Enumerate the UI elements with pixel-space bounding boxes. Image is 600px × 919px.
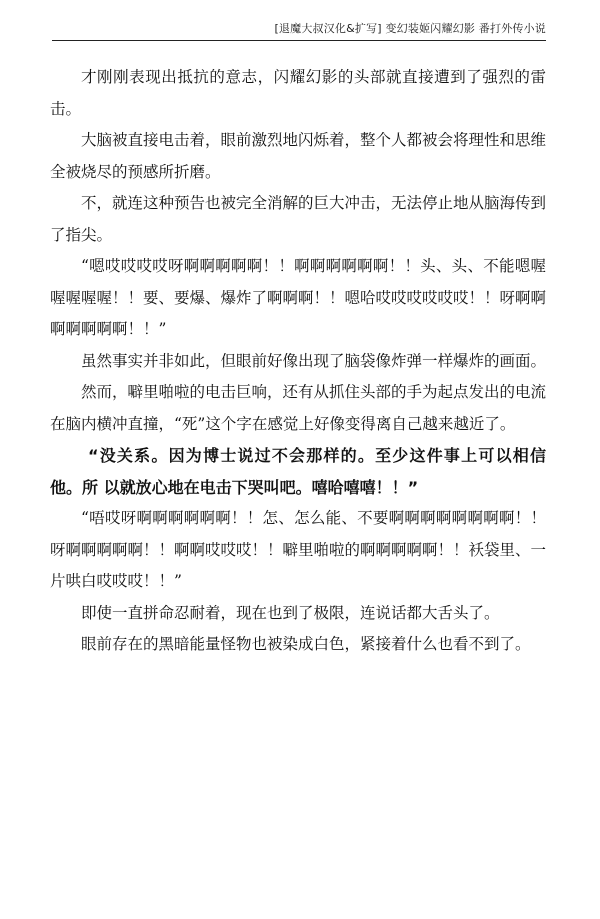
page-header: [退魔大叔汉化&扩写] 变幻装姬闪耀幻影 番打外传小说 <box>274 22 546 35</box>
document-body <box>50 62 546 661</box>
paragraph-8: “唔哎呀啊啊啊啊啊啊！！怎、怎么能、不要啊啊啊啊啊啊啊啊！！呀啊啊啊啊啊！！啊啊哎哎哎！！噼里啪啦的啊啊啊啊啊！！袄袋里、一片哄白哎哎哎！！” <box>50 509 547 590</box>
paragraph-5: 虽然事实并非如此，但眼前好像出现了脑袋像炸弹一样爆炸的画面。 <box>81 351 547 370</box>
paragraph-10: 眼前存在的黑暗能量怪物也被染成白色，紧接着什么也看不到了。 <box>81 635 531 653</box>
paragraph-9: 即使一直拼命忍耐着，现在也到了极限，连说话都大舌头了。 <box>81 603 500 622</box>
paragraph-3: 不，就连这种预告也被完全消解的巨大冲击，无法停止地从脑海传到了指尖。 <box>50 194 547 244</box>
paragraph-7: “没关系。因为博士说过不会那样的。至少这件事上可以相信他。所 以就放心地在电击下哭叫吧。嘻哈嘻嘻！！” <box>50 446 546 497</box>
paragraph-1: 才刚刚表现出抵抗的意志，闪耀幻影的头部就直接遭到了强烈的雷击。 <box>50 68 546 118</box>
paragraph-2: 大脑被直接电击着，眼前激烈地闪烁着，整个人都被会将理性和思维全被烧尽的预感所折磨。 <box>50 131 547 181</box>
paragraph-4: “嗯哎哎哎哎呀啊啊啊啊啊！！啊啊啊啊啊啊！！头、头、不能嗯喔喔喔喔喔！！要、要爆、爆炸了啊啊啊！！嗯哈哎哎哎哎哎哎！！呀啊啊啊啊啊啊啊！！” <box>50 257 547 338</box>
paragraph-6: 然而，噼里啪啦的电击巨响，还有从抓住头部的手为起点发出的电流在脑内横冲直撞，“死”这个字在感觉上好像变得离自己越来越近了。 <box>50 383 547 433</box>
header-divider <box>52 40 546 41</box>
